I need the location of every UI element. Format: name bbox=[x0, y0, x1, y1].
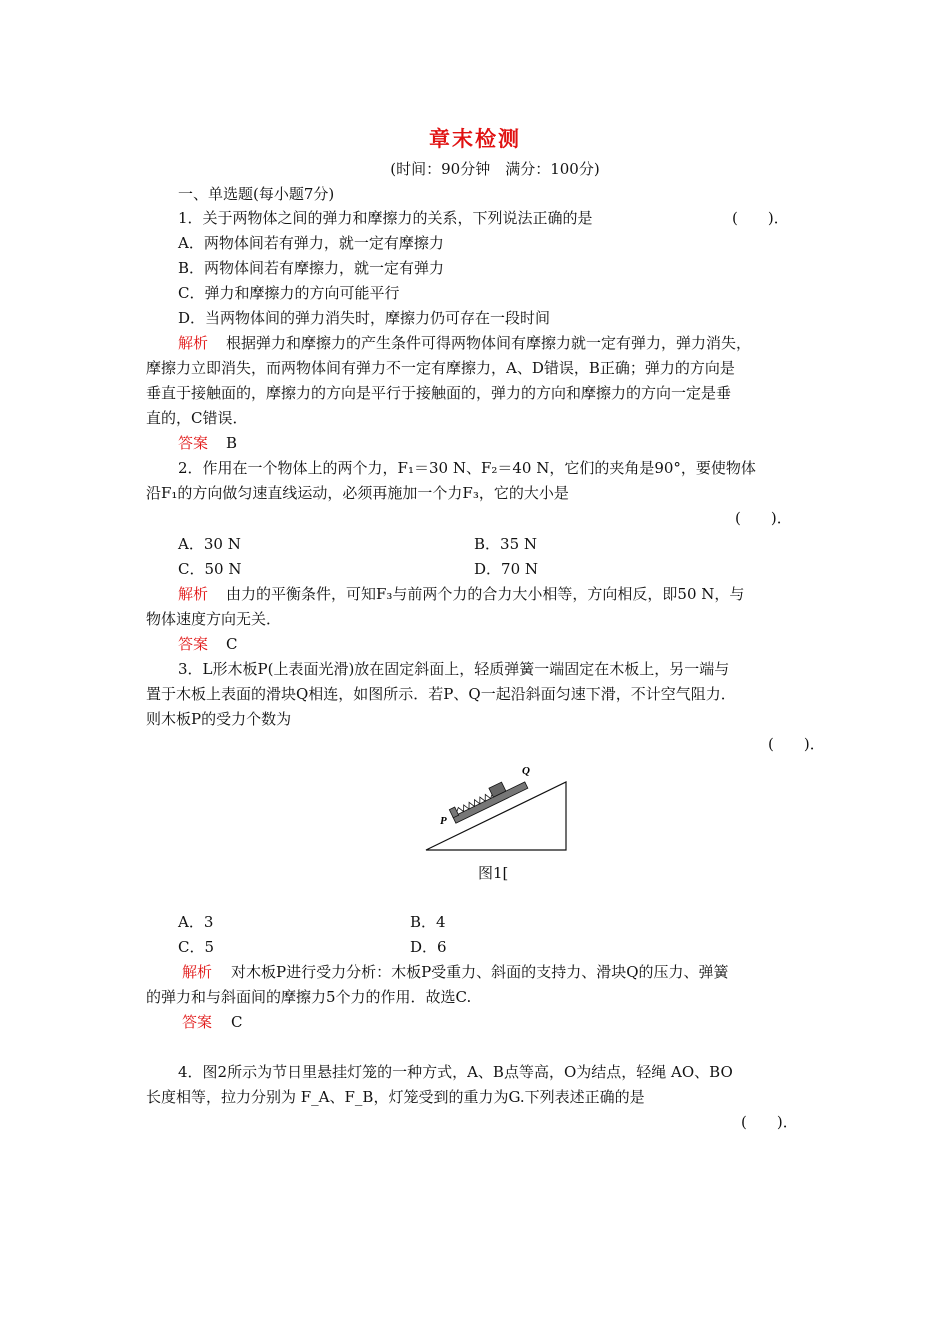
q3-answer: C bbox=[231, 1013, 243, 1031]
exam-info: (时间：90分钟 满分：100分) bbox=[390, 160, 600, 178]
incline-figure bbox=[424, 762, 586, 854]
q2-stem-line: 沿F₁的方向做匀速直线运动，必须再施加一个力F₃，它的大小是 bbox=[146, 484, 569, 502]
q1-analysis-line: 根据弹力和摩擦力的产生条件可得两物体间有摩擦力就一定有弹力，弹力消失， bbox=[226, 334, 752, 352]
page-title: 章末检测 bbox=[429, 126, 521, 151]
q1-blank: ( )． bbox=[732, 209, 789, 227]
q3-option-d: D．6 bbox=[410, 938, 447, 956]
q2-option-d: D．70 N bbox=[474, 560, 539, 578]
q3-option-a: A．3 bbox=[178, 913, 214, 931]
q2-answer: C bbox=[226, 635, 238, 653]
q3-stem-line: 则木板P的受力个数为 bbox=[146, 710, 292, 728]
q4-stem-line: 长度相等，拉力分别为 F_A、F_B，灯笼受到的重力为G.下列表述正确的是 bbox=[146, 1088, 645, 1106]
q3-stem-line: 置于木板上表面的滑块Q相连，如图所示．若P、Q一起沿斜面匀速下滑，不计空气阻力． bbox=[146, 685, 736, 703]
q1-analysis-label: 解析 bbox=[178, 334, 209, 352]
q1-answer-label: 答案 bbox=[178, 434, 209, 452]
figure-label-p: P bbox=[440, 815, 447, 827]
q1-analysis-line: 直的，C错误． bbox=[146, 409, 248, 427]
section-heading: 一、单选题(每小题7分) bbox=[178, 185, 335, 203]
figure-label-q: Q bbox=[522, 765, 530, 777]
q2-analysis-label: 解析 bbox=[178, 585, 209, 603]
q2-answer-label: 答案 bbox=[178, 635, 209, 653]
q1-stem: 1．关于两物体之间的弹力和摩擦力的关系，下列说法正确的是 bbox=[178, 209, 593, 227]
q4-stem-line: 4．图2所示为节日里悬挂灯笼的一种方式，A、B点等高，O为结点，轻绳 AO、BO bbox=[178, 1063, 733, 1081]
q3-answer-label: 答案 bbox=[182, 1013, 213, 1031]
q3-stem-line: 3．L形木板P(上表面光滑)放在固定斜面上，轻质弹簧一端固定在木板上，另一端与 bbox=[178, 660, 730, 678]
q3-option-c: C．5 bbox=[178, 938, 215, 956]
q1-option-c: C．弹力和摩擦力的方向可能平行 bbox=[178, 284, 400, 302]
q2-blank: ( )． bbox=[735, 509, 792, 527]
q2-stem-line: 2．作用在一个物体上的两个力，F₁＝30 N、F₂＝40 N，它们的夹角是90°，要使物体 bbox=[178, 459, 756, 477]
figure-caption: 图1[ bbox=[478, 864, 509, 882]
q3-option-b: B．4 bbox=[410, 913, 446, 931]
q2-option-a: A．30 N bbox=[178, 535, 241, 553]
q2-option-b: B．35 N bbox=[474, 535, 538, 553]
q4-blank: ( )． bbox=[741, 1113, 798, 1131]
q3-analysis-label: 解析 bbox=[182, 963, 213, 981]
q1-option-b: B．两物体间若有摩擦力，就一定有弹力 bbox=[178, 259, 445, 277]
q3-analysis-line: 对木板P进行受力分析：木板P受重力、斜面的支持力、滑块Q的压力、弹簧 bbox=[231, 963, 729, 981]
q3-analysis-line: 的弹力和与斜面间的摩擦力5个力的作用．故选C. bbox=[146, 988, 472, 1006]
q1-option-a: A．两物体间若有弹力，就一定有摩擦力 bbox=[178, 234, 444, 252]
q2-analysis-line: 物体速度方向无关． bbox=[146, 610, 282, 628]
q1-analysis-line: 摩擦力立即消失，而两物体间有弹力不一定有摩擦力，A、D错误，B正确；弹力的方向是 bbox=[146, 359, 735, 377]
q3-blank: ( )． bbox=[768, 735, 825, 753]
q1-option-d: D．当两物体间的弹力消失时，摩擦力仍可存在一段时间 bbox=[178, 309, 551, 327]
q2-option-c: C．50 N bbox=[178, 560, 242, 578]
q1-analysis-line: 垂直于接触面的，摩擦力的方向是平行于接触面的，弹力的方向和摩擦力的方向一定是垂 bbox=[146, 384, 732, 402]
q1-answer: B bbox=[226, 434, 238, 452]
q2-analysis-line: 由力的平衡条件，可知F₃与前两个力的合力大小相等，方向相反，即50 N，与 bbox=[226, 585, 745, 603]
